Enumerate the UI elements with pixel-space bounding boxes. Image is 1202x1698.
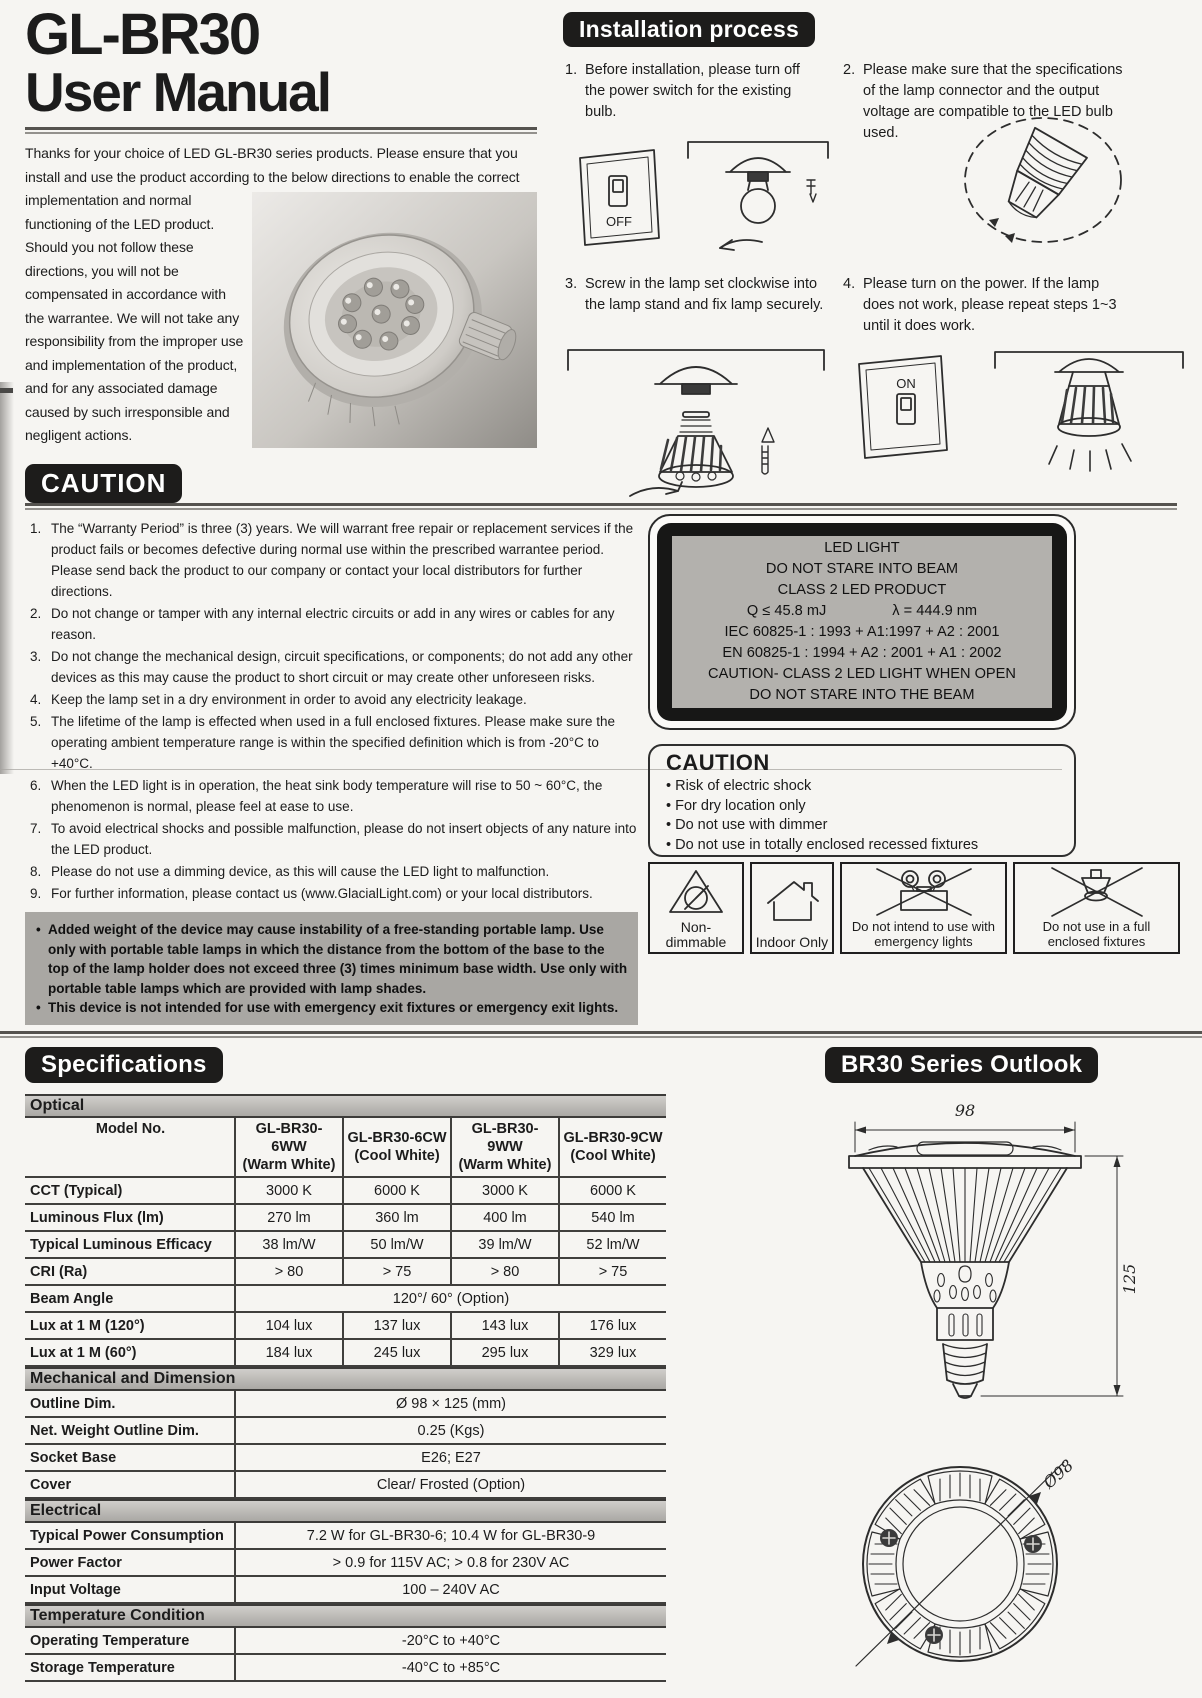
caution-item bbox=[28, 775, 644, 817]
cell-value: 400 lm bbox=[450, 1205, 558, 1230]
table-row-models bbox=[25, 1118, 666, 1178]
pictogram-indoor-only bbox=[750, 862, 834, 954]
model-name: GL-BR30-9WW bbox=[471, 1121, 539, 1155]
caution-item bbox=[28, 861, 644, 882]
caution-item bbox=[28, 518, 644, 602]
lamp-connector-drawing bbox=[893, 112, 1193, 252]
outlook-bottom-view bbox=[800, 1432, 1150, 1688]
cell-value: 50 lm/W bbox=[342, 1232, 450, 1257]
table-row-power-consumption bbox=[25, 1523, 666, 1550]
cell-value: 143 lux bbox=[450, 1313, 558, 1338]
table-row-storage-temp bbox=[25, 1655, 666, 1682]
item-number: 5. bbox=[30, 714, 42, 729]
no-enclosed-fixture-icon bbox=[1015, 864, 1178, 920]
item-text: Do not use with dimmer bbox=[675, 817, 828, 833]
led-label-line: IEC 60825-1 : 1993 + A1:1997 + A2 : 2001 bbox=[724, 624, 1000, 640]
item-number: 1. bbox=[30, 521, 42, 536]
row-label: CCT (Typical) bbox=[30, 1182, 123, 1199]
scan-edge-tick bbox=[0, 388, 13, 393]
cell-value: -20°C to +40°C bbox=[234, 1628, 666, 1653]
item-number: 6. bbox=[30, 778, 42, 793]
row-label: Luminous Flux (lm) bbox=[30, 1209, 164, 1226]
bulb-bottom-view-drawing bbox=[800, 1432, 1150, 1688]
led-label-line: DO NOT STARE INTO THE BEAM bbox=[749, 687, 975, 703]
step2-illustration bbox=[893, 112, 1193, 252]
caution-box-item: • Do not use in totally enclosed recessed fixtures bbox=[666, 836, 979, 853]
outlook-header: BR30 Series Outlook bbox=[825, 1047, 1098, 1083]
table-row-cri bbox=[25, 1259, 666, 1286]
cell-value: 6000 K bbox=[342, 1178, 450, 1203]
cell-value: 540 lm bbox=[558, 1205, 666, 1230]
model-name: GL-BR30-6CW bbox=[347, 1130, 447, 1146]
item-text: Keep the lamp set in a dry environment in order to avoid any electricity leakage. bbox=[51, 692, 527, 707]
document-title bbox=[25, 2, 331, 123]
item-number: 3. bbox=[30, 649, 42, 664]
cell-value: 184 lux bbox=[234, 1340, 342, 1365]
table-row-outline-dim bbox=[25, 1391, 666, 1418]
specifications-table bbox=[25, 1094, 666, 1682]
non-dimmable-icon bbox=[650, 864, 742, 920]
cell-value: 329 lux bbox=[558, 1340, 666, 1365]
caution-item bbox=[28, 883, 644, 904]
intro-text: Thanks for your choice of LED GL-BR30 series products. Please ensure that you install and use the product according to the below directions to enable the correct implementation and normal functioning of the LED product. Should you not follow these directions, you will not be compensated in accordance with the warrantee. We will not take any responsibility from the improper use and implementation of the product, and for any associated damage caused by such irresponsible and negligent actions. bbox=[25, 145, 520, 443]
caution-box-item: • For dry location only bbox=[666, 797, 806, 814]
indoor-only-icon bbox=[752, 864, 832, 935]
table-row-operating-temp bbox=[25, 1628, 666, 1655]
pictogram-no-enclosed-fixtures bbox=[1013, 862, 1180, 954]
svg-text:OFF: OFF bbox=[606, 214, 632, 229]
table-row-cover bbox=[25, 1472, 666, 1499]
caution-notice-box bbox=[648, 744, 1076, 857]
step-text: Screw in the lamp set clockwise into the lamp stand and fix lamp securely. bbox=[585, 276, 824, 313]
cell-value: 39 lm/W bbox=[450, 1232, 558, 1257]
screw-in-lamp-drawing bbox=[560, 336, 850, 504]
step-number: 4. bbox=[843, 276, 856, 292]
page-title-manual: User Manual bbox=[25, 61, 331, 123]
item-text: Do not use in totally enclosed recessed fixtures bbox=[675, 836, 979, 853]
svg-text:Ø98: Ø98 bbox=[1039, 1455, 1078, 1493]
switch-on-and-lit-lamp-drawing bbox=[843, 330, 1193, 480]
caution-box-item: • Risk of electric shock bbox=[666, 778, 812, 794]
step-number: 2. bbox=[843, 62, 856, 78]
step1-illustration bbox=[560, 126, 850, 264]
row-label: Input Voltage bbox=[30, 1581, 121, 1598]
cell-value: > 80 bbox=[234, 1259, 342, 1284]
table-row-input-voltage bbox=[25, 1577, 666, 1604]
step-text: Before installation, please turn off the power switch for the existing bulb. bbox=[585, 62, 800, 120]
led-warning-label bbox=[648, 514, 1076, 730]
step-number: 3. bbox=[565, 276, 578, 292]
item-text: When the LED light is in operation, the heat sink body temperature will rise to 50 ~ 60°C, the phenomenon is normal, please feel at ease to use. bbox=[51, 778, 603, 814]
table-row-cct bbox=[25, 1178, 666, 1205]
item-text: For further information, please contact us (www.GlacialLight.com) or your local distributors. bbox=[51, 886, 593, 901]
product-photo bbox=[252, 192, 537, 448]
model-name: GL-BR30-9CW bbox=[563, 1130, 663, 1146]
table-row-efficacy bbox=[25, 1232, 666, 1259]
switch-off-and-socket-drawing bbox=[560, 126, 850, 264]
item-text: The “Warranty Period” is three (3) years. We will warrant free repair or replacement services if the product fails or becomes defective during normal use within the prescribed warrantee period. Please send back the product to our company or contact your local distributors for further directions. bbox=[51, 521, 634, 599]
cell-value: -40°C to +85°C bbox=[234, 1655, 666, 1680]
cell-value: 360 lm bbox=[342, 1205, 450, 1230]
step3-illustration bbox=[560, 336, 850, 504]
cell-value: 0.25 (Kgs) bbox=[234, 1418, 666, 1443]
item-text: For dry location only bbox=[675, 797, 806, 814]
table-band-electrical: Electrical bbox=[25, 1499, 666, 1523]
table-row-lux-120 bbox=[25, 1313, 666, 1340]
item-text: Do not change the mechanical design, circuit specifications, or components; do not add any other devices as this may cause the product to short circuit or may create other unforeseen risks. bbox=[51, 649, 633, 685]
svg-text:125: 125 bbox=[1120, 1263, 1139, 1295]
table-row-socket-base bbox=[25, 1445, 666, 1472]
warning-item: • Added weight of the device may cause instability of a free-standing portable lamp. Use only with portable table lamps in which the distance from the bottom of the base to the top of the lamp holder does not exceed three (3) times minimum base width. Use only with portable table lamps which are provided with lamp shades. bbox=[35, 920, 628, 998]
led-label-line: CLASS 2 LED PRODUCT bbox=[777, 582, 947, 598]
cell-value: 3000 K bbox=[450, 1178, 558, 1203]
row-label: Power Factor bbox=[30, 1554, 122, 1571]
item-number: 4. bbox=[30, 692, 42, 707]
scan-edge-shadow bbox=[0, 382, 14, 774]
cell-value: 120°/ 60° (Option) bbox=[234, 1286, 666, 1311]
pictogram-non-dimmable bbox=[648, 862, 744, 954]
row-label: Beam Angle bbox=[30, 1290, 114, 1307]
item-text: Do not change or tamper with any internal electric circuits or add in any wires or cables for any reason. bbox=[51, 606, 615, 642]
item-number: 7. bbox=[30, 821, 42, 836]
item-text: Please do not use a dimming device, as this will cause the LED light to malfunction. bbox=[51, 864, 550, 879]
model-type: (Cool White) bbox=[570, 1148, 656, 1164]
pictogram-row bbox=[648, 862, 1180, 954]
item-number: 2. bbox=[30, 606, 42, 621]
cell-value: 38 lm/W bbox=[234, 1232, 342, 1257]
led-label-line: EN 60825-1 : 1994 + A2 : 2001 + A1 : 2002 bbox=[722, 645, 1002, 661]
cell-value: > 0.9 for 115V AC; > 0.8 for 230V AC bbox=[234, 1550, 666, 1575]
model-header bbox=[234, 1118, 342, 1176]
table-band-optical: Optical bbox=[25, 1094, 666, 1118]
row-label: CRI (Ra) bbox=[30, 1263, 88, 1280]
cell-value: Ø 98 × 125 (mm) bbox=[234, 1391, 666, 1416]
item-number: 9. bbox=[30, 886, 42, 901]
table-band-mechanical: Mechanical and Dimension bbox=[25, 1367, 666, 1391]
model-type: (Cool White) bbox=[354, 1148, 440, 1164]
cell-value: 3000 K bbox=[234, 1178, 342, 1203]
led-label-line: CAUTION- CLASS 2 LED LIGHT WHEN OPEN bbox=[708, 666, 1016, 682]
step-text: Please make sure that the specifications of the lamp connector and the output voltage are compatible to the LED bulb used. bbox=[863, 62, 1123, 141]
item-text: The lifetime of the lamp is effected when used in a full enclosed fixtures. Please make sure the operating ambient temperature range is within the specified definition which is from -20°C to +40°C. bbox=[51, 714, 616, 771]
page-title-model: GL-BR30 bbox=[25, 2, 260, 67]
row-label: Outline Dim. bbox=[30, 1395, 116, 1412]
pictogram-label: Do not use in a full enclosed fixtures bbox=[1042, 919, 1151, 949]
specifications-header: Specifications bbox=[25, 1047, 223, 1083]
warning-item: • This device is not intended for use with emergency exit fixtures or emergency exit lights. bbox=[35, 998, 628, 1018]
row-label: Cover bbox=[30, 1476, 72, 1493]
cell-value: 270 lm bbox=[234, 1205, 342, 1230]
model-header bbox=[342, 1118, 450, 1176]
cell-value: Clear/ Frosted (Option) bbox=[234, 1472, 666, 1497]
cell-value: 6000 K bbox=[558, 1178, 666, 1203]
specifications-rule bbox=[0, 1031, 1202, 1038]
caution-item bbox=[28, 689, 644, 710]
caution-item bbox=[28, 818, 644, 860]
caution-rule bbox=[25, 503, 1177, 510]
cell-value: 245 lux bbox=[342, 1340, 450, 1365]
pictogram-label: Non-dimmable bbox=[665, 919, 727, 950]
led-label-line: DO NOT STARE INTO BEAM bbox=[765, 561, 959, 577]
step4-illustration bbox=[843, 330, 1193, 480]
table-row-beam-angle bbox=[25, 1286, 666, 1313]
table-band-temperature: Temperature Condition bbox=[25, 1604, 666, 1628]
led-label-q-value: Q ≤ 45.8 mJ bbox=[746, 603, 827, 619]
model-type: (Warm White) bbox=[458, 1157, 552, 1173]
cell-value: 52 lm/W bbox=[558, 1232, 666, 1257]
install-step-3 bbox=[565, 274, 827, 316]
caution-item bbox=[28, 603, 644, 645]
item-text: Risk of electric shock bbox=[675, 778, 812, 794]
model-header bbox=[558, 1118, 666, 1176]
installation-header: Installation process bbox=[563, 12, 815, 47]
install-step-1 bbox=[565, 60, 817, 123]
bulb-side-view-drawing bbox=[785, 1094, 1155, 1424]
cell-value: 100 – 240V AC bbox=[234, 1577, 666, 1602]
row-label: Net. Weight Outline Dim. bbox=[30, 1422, 199, 1439]
caution-item bbox=[28, 711, 644, 774]
row-label: Storage Temperature bbox=[30, 1659, 175, 1676]
row-label: Lux at 1 M (120°) bbox=[30, 1317, 145, 1334]
cell-value: 176 lux bbox=[558, 1313, 666, 1338]
cell-value: 7.2 W for GL-BR30-6; 10.4 W for GL-BR30-9 bbox=[234, 1523, 666, 1548]
intro-float-spacer bbox=[536, 142, 537, 192]
model-type: (Warm White) bbox=[242, 1157, 336, 1173]
portable-lamp-warning-box bbox=[25, 912, 638, 1025]
pictogram-no-emergency-lights bbox=[840, 862, 1007, 954]
cell-value: > 80 bbox=[450, 1259, 558, 1284]
table-row-lux-60 bbox=[25, 1340, 666, 1367]
led-label-panel bbox=[672, 536, 1052, 708]
led-label-line: LED LIGHT bbox=[824, 540, 900, 556]
cell-value: 137 lux bbox=[342, 1313, 450, 1338]
row-label: Typical Power Consumption bbox=[30, 1527, 224, 1544]
svg-text:98: 98 bbox=[954, 1101, 976, 1120]
led-label-values bbox=[672, 601, 1052, 622]
no-emergency-lights-icon bbox=[842, 864, 1005, 920]
cell-value: 104 lux bbox=[234, 1313, 342, 1338]
pictogram-label: Indoor Only bbox=[755, 933, 829, 950]
caution-box-header: CAUTION bbox=[666, 750, 770, 775]
install-step-4 bbox=[843, 274, 1125, 337]
pictogram-label: Do not intend to use with emergency lights bbox=[851, 919, 995, 949]
caution-header: CAUTION bbox=[25, 464, 182, 503]
item-text: To avoid electrical shocks and possible malfunction, please do not insert objects of any nature into the LED product. bbox=[51, 821, 637, 857]
cell-value: 295 lux bbox=[450, 1340, 558, 1365]
step-text: Please turn on the power. If the lamp does not work, please repeat steps 1~3 until it does work. bbox=[863, 276, 1117, 334]
led-label-lambda-value: λ = 444.9 nm bbox=[892, 603, 978, 619]
cell-value: E26; E27 bbox=[234, 1445, 666, 1470]
model-header bbox=[450, 1118, 558, 1176]
caution-list bbox=[28, 518, 644, 905]
caution-item bbox=[28, 646, 644, 688]
caution-box-item: • Do not use with dimmer bbox=[666, 817, 828, 833]
table-row-luminous-flux bbox=[25, 1205, 666, 1232]
led-label-black-frame bbox=[657, 523, 1067, 721]
table-row-power-factor bbox=[25, 1550, 666, 1577]
model-no-label: Model No. bbox=[95, 1121, 166, 1137]
svg-text:ON: ON bbox=[896, 376, 916, 391]
title-rule bbox=[25, 127, 537, 134]
table-row-net-weight bbox=[25, 1418, 666, 1445]
intro-paragraph bbox=[25, 142, 537, 448]
row-label: Typical Luminous Efficacy bbox=[30, 1236, 212, 1253]
row-label: Lux at 1 M (60°) bbox=[30, 1344, 137, 1361]
model-name: GL-BR30-6WW bbox=[255, 1121, 323, 1155]
cell-value: > 75 bbox=[558, 1259, 666, 1284]
led-bulb-photo-illustration bbox=[252, 192, 537, 448]
outlook-side-view bbox=[785, 1094, 1155, 1424]
item-number: 8. bbox=[30, 864, 42, 879]
row-label: Socket Base bbox=[30, 1449, 117, 1466]
cell-value: > 75 bbox=[342, 1259, 450, 1284]
step-number: 1. bbox=[565, 62, 578, 78]
row-label: Operating Temperature bbox=[30, 1632, 190, 1649]
